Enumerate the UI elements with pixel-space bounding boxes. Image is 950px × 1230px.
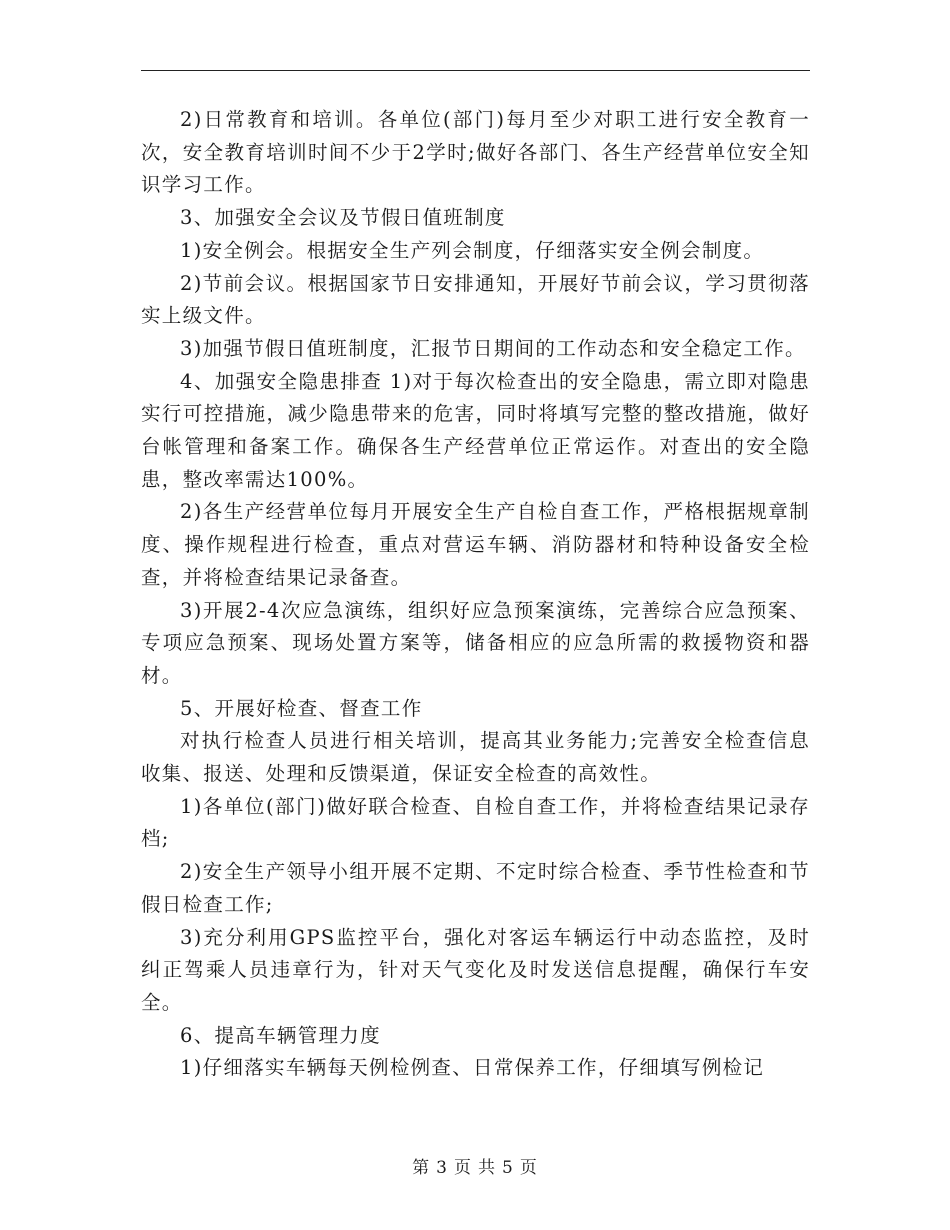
- section-heading: 6、提高车辆管理力度: [180, 1023, 381, 1047]
- section-heading: 5、开展好检查、督查工作: [180, 696, 423, 720]
- footer-page-word: 页: [454, 1158, 472, 1178]
- paragraph: 2)安全生产领导小组开展不定期、不定时综合检查、季节性检查和节假日检查工作;: [141, 860, 810, 916]
- section-heading: 3、加强安全会议及节假日值班制度: [180, 206, 506, 230]
- paragraph: 2)日常教育和培训。各单位(部门)每月至少对职工进行安全教育一次，安全教育培训时间不少于2学时;做好各部门、各生产经营单位安全知识学习工作。: [141, 108, 810, 197]
- paragraph: 2)各生产经营单位每月开展安全生产自检自查工作，严格根据规章制度、操作规程进行检查，重点对营运车辆、消防器材和特种设备安全检查，并将检查结果记录备查。: [141, 500, 810, 589]
- paragraph: 3)开展2-4次应急演练，组织好应急预案演练，完善综合应急预案、专项应急预案、现场处置方案等，储备相应的应急所需的救援物资和器材。: [141, 598, 810, 687]
- paragraph: 2)节前会议。根据国家节日安排通知，开展好节前会议，学习贯彻落实上级文件。: [141, 271, 810, 328]
- header-rule: [141, 70, 810, 71]
- footer-prefix: 第: [412, 1158, 431, 1178]
- paragraph: 1)各单位(部门)做好联合检查、自检自查工作，并将检查结果记录存档;: [141, 794, 810, 851]
- section-heading: 4、加强安全隐患排查 1)对于每次检查出的安全隐患，需立即对隐患实行可控措施，减少隐患带来的危害，同时将填写完整的整改措施，做好台帐管理和备案工作。确保各生产经营单位正常运作。对查出的安全隐患，整改率需达100%。: [141, 369, 810, 491]
- paragraph: 1)安全例会。根据安全生产列会制度，仔细落实安全例会制度。: [180, 238, 765, 262]
- paragraph: 对执行检查人员进行相关培训，提高其业务能力;完善安全检查信息收集、报送、处理和反馈渠道，保证安全检查的高效性。: [141, 729, 810, 786]
- footer-total-word: 共: [478, 1158, 496, 1178]
- document-body: [141, 104, 810, 1085]
- footer-total-pages: 5: [502, 1158, 514, 1178]
- paragraph: 3)充分利用GPS监控平台，强化对客运车辆运行中动态监控，及时纠正驾乘人员违章行为，针对天气变化及时发送信息提醒，确保行车安全。: [141, 925, 810, 1014]
- footer-suffix: 页: [519, 1158, 538, 1178]
- page-footer: [0, 1153, 950, 1178]
- paragraph: 1)仔细落实车辆每天例检例查、日常保养工作，仔细填写例检记: [180, 1056, 765, 1080]
- footer-current-page: 3: [436, 1158, 448, 1178]
- paragraph: 3)加强节假日值班制度，汇报节日期间的工作动态和安全稳定工作。: [180, 336, 806, 360]
